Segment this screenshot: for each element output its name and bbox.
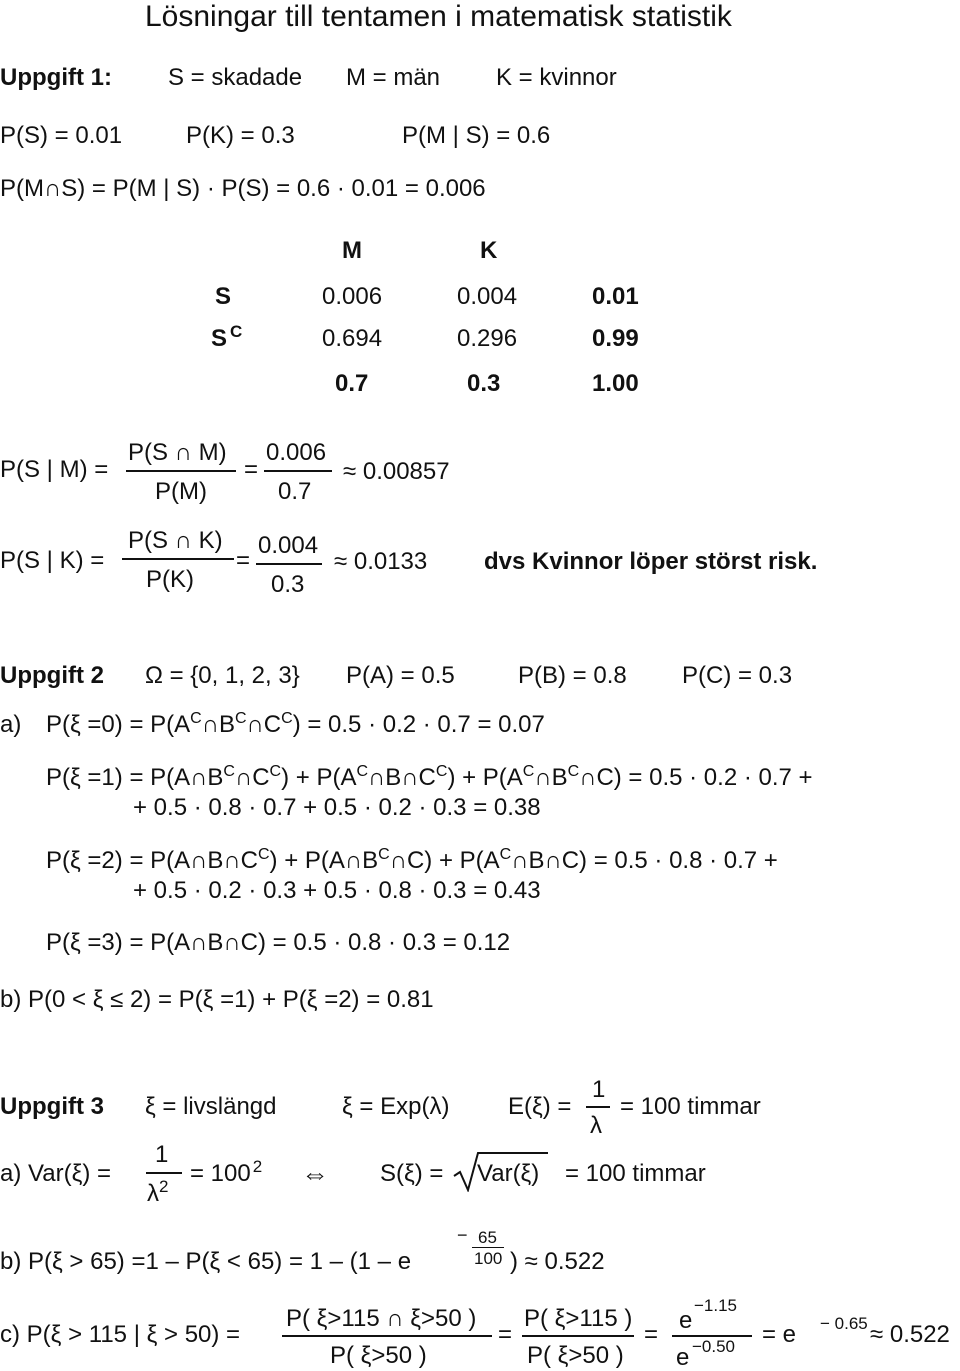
u3-variance-result: = 100 $^2$ <box>190 1157 263 1187</box>
fraction-denominator: $\lambda^2$ <box>147 1177 169 1207</box>
fraction-bar <box>264 470 332 472</box>
fraction-numerator: 0.004 <box>258 532 319 559</box>
table-total: 0.7 <box>335 370 369 397</box>
table-cell: 0.004 <box>457 283 518 310</box>
u2-sample-space: Ω = {0, 1, 2, 3} <box>145 662 300 689</box>
cond-lhs: P(S | K) = <box>0 547 105 574</box>
page-title: Lösningar till tentamen i matematisk statistik <box>145 0 732 33</box>
sqrt-radicand: Var(ξ) <box>477 1160 540 1187</box>
u2-p2-line1: $P(\xi =2) = P(A\cap B\cap C^C)$ + $P(A\cap B^C\cap C)$ + $P(A^C\cap B\cap C) = 0.5 \cdot 0.8 \cdot 0.7$ + <box>46 846 778 874</box>
u3-part-c-lhs: c) P(ξ > 115 | ξ > 50) = <box>0 1321 241 1348</box>
exponent-denominator: 100 <box>474 1249 503 1268</box>
u1-heading: Uppgift 1: <box>0 64 112 91</box>
fraction-bar <box>586 1106 610 1108</box>
u3-distribution: ξ = Exp(λ) <box>342 1093 450 1120</box>
u3-part-b-result: ) ≈ 0.522 <box>510 1248 605 1275</box>
u1-prob-s: P(S) = 0.01 <box>0 122 123 149</box>
conclusion-note: dvs Kvinnor löper störst risk. <box>484 548 818 575</box>
u1-def-m: M = män <box>346 64 441 91</box>
fraction-bar <box>282 1335 492 1337</box>
u2-p0: $P(\xi =0) = P(A^C\cap B^C\cap C^C) = 0.5 \cdot 0.2 \cdot 0.7 = 0.07$ <box>46 710 545 738</box>
fraction-numerator: P(S ∩ K) <box>128 527 223 554</box>
u1-intersection: P(M∩S) = P(M | S) · P(S) = 0.6 · 0.01 = 0.006 <box>0 175 486 202</box>
equals-sign: = <box>498 1321 513 1348</box>
fraction-numerator: 1 <box>155 1141 169 1168</box>
table-col-header-m: M <box>342 237 362 264</box>
iff-arrow-icon: ⇔ <box>301 1158 329 1189</box>
fraction-bar <box>122 558 234 560</box>
fraction-denominator: λ <box>590 1112 602 1139</box>
fraction-denominator: P( ξ>50 ) <box>527 1342 624 1369</box>
fraction-bar <box>256 563 322 565</box>
table-cell: 0.694 <box>322 325 383 352</box>
table-grand-total: 1.00 <box>592 370 639 397</box>
exp-exponent: −0.50 <box>692 1337 736 1356</box>
table-col-header-k: K <box>480 237 498 264</box>
fraction-numerator: 0.006 <box>266 439 327 466</box>
exponent-minus: − <box>457 1225 468 1245</box>
fraction-bar <box>522 1335 634 1337</box>
table-cell: 0.006 <box>322 283 383 310</box>
fraction-bar <box>146 1172 182 1174</box>
fraction-denominator: P(K) <box>146 566 194 593</box>
u3-sd-result: = 100 timmar <box>565 1160 706 1187</box>
u2-prob-a: P(A) = 0.5 <box>346 662 455 689</box>
table-row-label-s: S <box>215 283 232 310</box>
cond-lhs: P(S | M) = <box>0 456 109 483</box>
fraction-denominator: 0.3 <box>271 571 305 598</box>
equals-sign: = <box>236 547 251 574</box>
u3-xi-def: ξ = livslängd <box>145 1093 277 1120</box>
u3-expectation-result: = 100 timmar <box>620 1093 761 1120</box>
u3-part-a-lhs: a) Var(ξ) = <box>0 1160 111 1187</box>
u1-prob-k: P(K) = 0.3 <box>186 122 295 149</box>
u2-heading: Uppgift 2 <box>0 662 104 689</box>
exponent-numerator: 65 <box>478 1228 497 1247</box>
u3-sd-lhs: S(ξ) = <box>380 1160 444 1187</box>
approx-result: ≈ 0.00857 <box>343 458 450 485</box>
fraction-numerator: 1 <box>592 1076 606 1103</box>
exp-exponent: −1.15 <box>694 1296 738 1315</box>
fraction-denominator: P( ξ>50 ) <box>330 1342 427 1369</box>
table-total: 0.3 <box>467 370 501 397</box>
exp-base: e <box>679 1307 693 1334</box>
table-row-total: 0.01 <box>592 283 639 310</box>
u1-prob-m-given-s: P(M | S) = 0.6 <box>402 122 551 149</box>
fraction-denominator: 0.7 <box>278 478 312 505</box>
u3-part-c-mid: = e <box>762 1321 797 1348</box>
fraction-numerator: P(S ∩ M) <box>128 439 227 466</box>
table-row-total: 0.99 <box>592 325 639 352</box>
fraction-bar <box>472 1247 504 1248</box>
u2-part-a-label: a) <box>0 711 22 738</box>
fraction-bar <box>126 470 236 472</box>
fraction-numerator: P( ξ>115 ) <box>524 1305 633 1332</box>
u2-prob-b: P(B) = 0.8 <box>518 662 627 689</box>
u3-part-c-result: ≈ 0.522 <box>870 1321 950 1348</box>
u1-def-s: S = skadade <box>168 64 303 91</box>
u2-p1-line1: $P(\xi =1) = P(A\cap B^C\cap C^C)$ + $P(A^C\cap B\cap C^C)$ + $P(A^C\cap B^C\cap C) = 0.5 \cdot 0.2 \cdot 0.7$ + <box>46 763 813 791</box>
equals-sign: = <box>244 456 259 483</box>
u2-p1-line2: + 0.5 · 0.8 · 0.7 + 0.5 · 0.2 · 0.3 = 0.38 <box>133 794 541 821</box>
equals-sign: = <box>644 1321 659 1348</box>
u3-part-b: b) P(ξ > 65) =1 – P(ξ < 65) = 1 – (1 – e <box>0 1248 412 1275</box>
fraction-numerator: P( ξ>115 ∩ ξ>50 ) <box>286 1305 477 1332</box>
u2-p2-line2: + 0.5 · 0.2 · 0.3 + 0.5 · 0.8 · 0.3 = 0.43 <box>133 877 541 904</box>
u3-expectation-lhs: E(ξ) = <box>508 1093 572 1120</box>
exp-base: e <box>676 1344 690 1371</box>
table-row-label-s-complement: S $^C$ <box>211 322 243 352</box>
table-cell: 0.296 <box>457 325 518 352</box>
u3-heading: Uppgift 3 <box>0 1093 104 1120</box>
approx-result: ≈ 0.0133 <box>334 548 428 575</box>
exp-exponent: − 0.65 <box>820 1314 868 1333</box>
u2-p3: P(ξ =3) = P(A∩B∩C) = 0.5 · 0.8 · 0.3 = 0.12 <box>46 929 511 956</box>
u2-prob-c: P(C) = 0.3 <box>682 662 793 689</box>
u1-def-k: K = kvinnor <box>496 64 617 91</box>
fraction-denominator: P(M) <box>155 478 207 505</box>
u2-part-b: b) P(0 < ξ ≤ 2) = P(ξ =1) + P(ξ =2) = 0.81 <box>0 986 434 1013</box>
